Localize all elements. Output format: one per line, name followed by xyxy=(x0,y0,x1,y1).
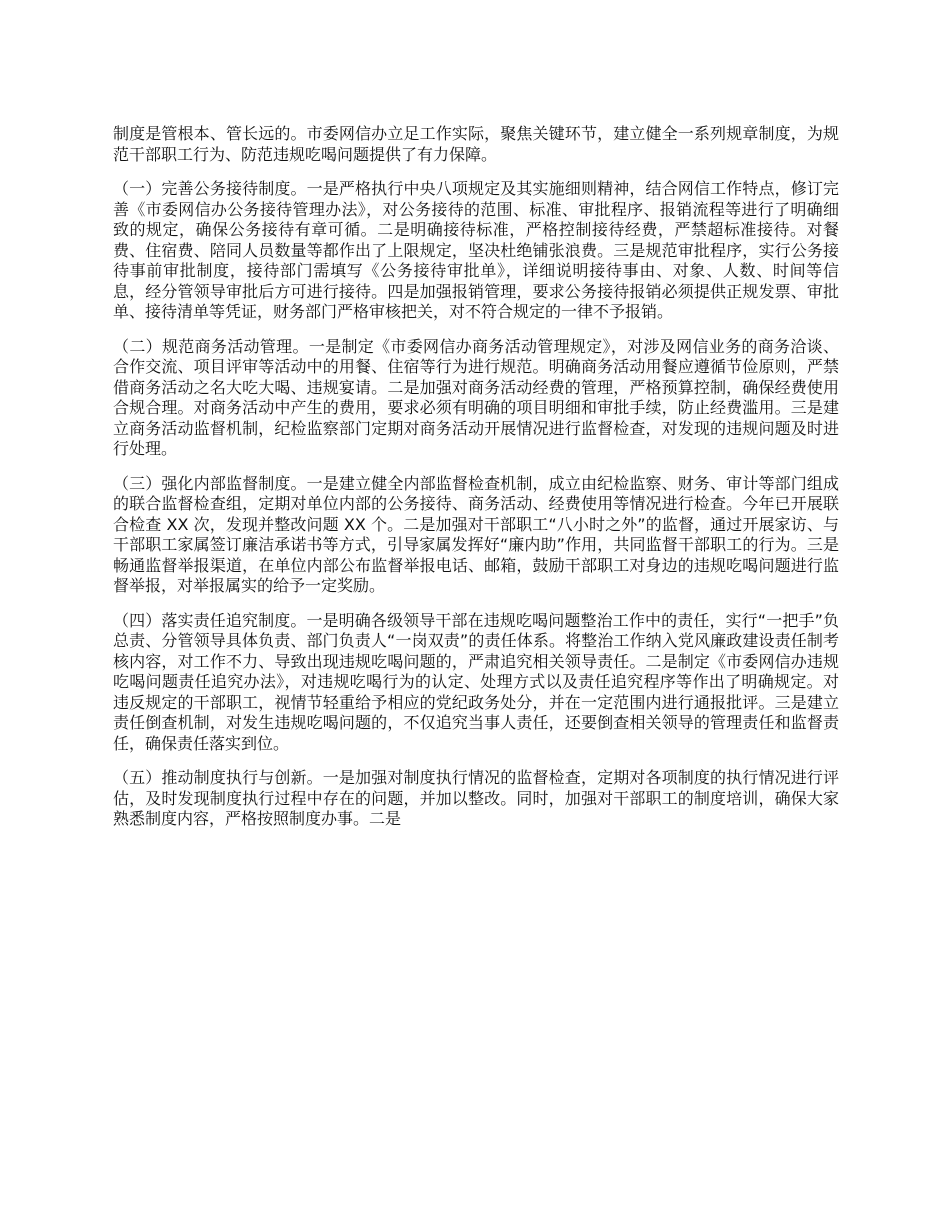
paragraph-execution-innovation: （五）推动制度执行与创新。一是加强对制度执行情况的监督检查，定期对各项制度的执行情况进行评估，及时发现制度执行过程中存在的问题，并加以整改。同时，加强对干部职工的制度培训，确保大家熟悉制度内容，严格按照制度办事。二是 xyxy=(113,768,839,828)
paragraph-accountability: （四）落实责任追究制度。一是明确各级领导干部在违规吃喝问题整治工作中的责任，实行“一把手”负总责、分管领导具体负责、部门负责人“一岗双责”的责任体系。将整治工作纳入党风廉政建设责任制考核内容，对工作不力、导致出现违规吃喝问题的，严肃追究相关领导责任。二是制定《市委网信办违规吃喝问题责任追究办法》，对违规吃喝行为的认定、处理方式以及责任追究程序等作出了明确规定。对违反规定的干部职工，视情节轻重给予相应的党纪政务处分，并在一定范围内进行通报批评。三是建立责任倒查机制，对发生违规吃喝问题的，不仅追究当事人责任，还要倒查相关领导的管理责任和监督责任，确保责任落实到位。 xyxy=(113,610,839,753)
paragraph-intro: 制度是管根本、管长远的。市委网信办立足工作实际，聚焦关键环节，建立健全一系列规章制度，为规范干部职工行为、防范违规吃喝问题提供了有力保障。 xyxy=(113,124,839,164)
document-body xyxy=(113,124,839,844)
paragraph-reception-system: （一）完善公务接待制度。一是严格执行中央八项规定及其实施细则精神，结合网信工作特点，修订完善《市委网信办公务接待管理办法》，对公务接待的范围、标准、审批程序、报销流程等进行了明确细致的规定，确保公务接待有章可循。二是明确接待标准，严格控制接待经费，严禁超标准接待。对餐费、住宿费、陪同人员数量等都作出了上限规定，坚决杜绝铺张浪费。三是规范审批程序，实行公务接待事前审批制度，接待部门需填写《公务接待审批单》，详细说明接待事由、对象、人数、时间等信息，经分管领导审批后方可进行接待。四是加强报销管理，要求公务接待报销必须提供正规发票、审批单、接待清单等凭证，财务部门严格审核把关，对不符合规定的一律不予报销。 xyxy=(113,179,839,321)
paragraph-internal-supervision: （三）强化内部监督制度。一是建立健全内部监督检查机制，成立由纪检监察、财务、审计等部门组成的联合监督检查组，定期对单位内部的公务接待、商务活动、经费使用等情况进行检查。今年已开展联合检查 XX 次，发现并整改问题 XX 个。二是加强对干部职工“八小时之外”的监督，通过开展家访、与干部职工家属签订廉洁承诺书等方式，引导家属发挥好“廉内助”作用，共同监督干部职工的行为。三是畅通监督举报渠道，在单位内部公布监督举报电话、邮箱，鼓励干部职工对身边的违规吃喝问题进行监督举报，对举报属实的给予一定奖励。 xyxy=(113,473,839,595)
paragraph-business-activity: （二）规范商务活动管理。一是制定《市委网信办商务活动管理规定》，对涉及网信业务的商务洽谈、合作交流、项目评审等活动中的用餐、住宿等行为进行规范。明确商务活动用餐应遵循节俭原则，严禁借商务活动之名大吃大喝、违规宴请。二是加强对商务活动经费的管理，严格预算控制，确保经费使用合规合理。对商务活动中产生的费用，要求必须有明确的项目明细和审批手续，防止经费滥用。三是建立商务活动监督机制，纪检监察部门定期对商务活动开展情况进行监督检查，对发现的违规问题及时进行处理。 xyxy=(113,336,839,458)
